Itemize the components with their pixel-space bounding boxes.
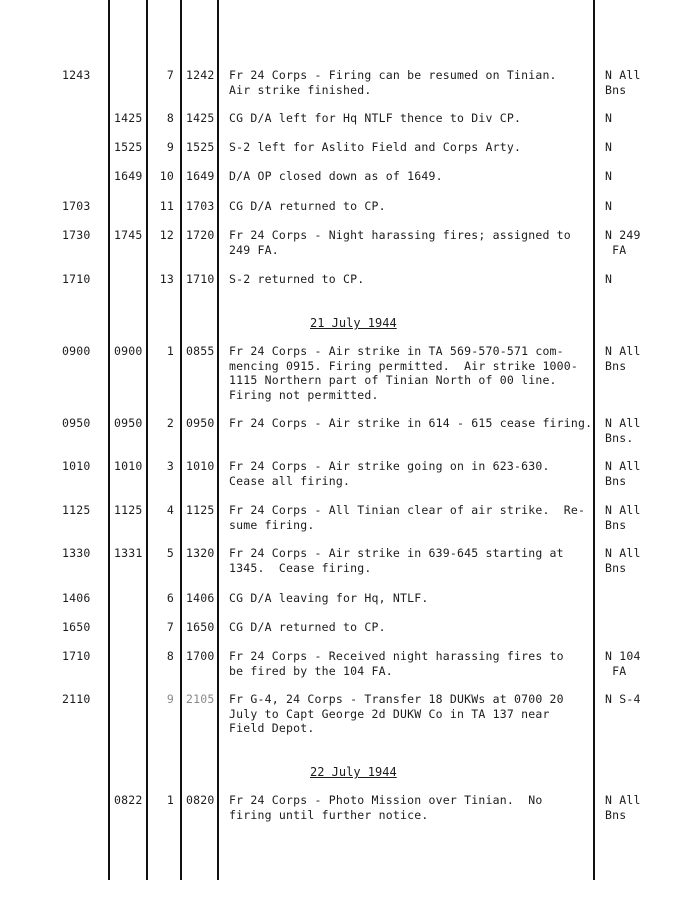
distribution: N: [605, 169, 613, 183]
entry-number: 1: [166, 793, 174, 807]
distribution: N S-4: [605, 692, 641, 706]
message-text: S-2 left for Aslito Field and Corps Arty.: [229, 140, 522, 154]
message-text: CG D/A left for Hq NTLF thence to Div CP.: [229, 111, 522, 125]
time-in: 1650: [62, 620, 91, 634]
time-out: 1649: [114, 169, 143, 183]
time-out: 1125: [114, 503, 143, 517]
entry-number: 12: [159, 228, 174, 242]
time-out: 1425: [114, 111, 143, 125]
time-in: 1710: [62, 272, 91, 286]
distribution: N All Bns: [605, 459, 641, 488]
entry-number: 13: [159, 272, 174, 286]
time-in: 1010: [62, 459, 91, 473]
time-in: 1703: [62, 199, 91, 213]
entry-number: 8: [166, 111, 174, 125]
message-text: Fr 24 Corps - Air strike going on in 623-630. Cease all firing.: [229, 459, 550, 488]
time-message: 1242: [186, 68, 215, 82]
message-text: Fr 24 Corps - Night harassing fires; assigned to 249 FA.: [229, 228, 571, 257]
entry-number: 7: [166, 620, 174, 634]
message-text: Fr 24 Corps - All Tinian clear of air strike. Re- sume firing.: [229, 503, 586, 532]
time-message: 0820: [186, 793, 215, 807]
time-out: 0950: [114, 416, 143, 430]
entry-number: 2: [166, 416, 174, 430]
entry-number: 6: [166, 591, 174, 605]
distribution: N: [605, 272, 613, 286]
distribution: N 249 FA: [605, 228, 641, 257]
message-text: CG D/A leaving for Hq, NTLF.: [229, 591, 429, 605]
time-message: 1710: [186, 272, 215, 286]
message-text: Fr 24 Corps - Air strike in TA 569-570-571 com- mencing 0915. Firing permitted. Air strike 1000- 1115 Northern part of Tinian North of 00 line. Firing not permitted.: [229, 344, 579, 402]
message-text: D/A OP closed down as of 1649.: [229, 169, 443, 183]
time-message: 1720: [186, 228, 215, 242]
time-in: 0900: [62, 344, 91, 358]
message-text: S-2 returned to CP.: [229, 272, 365, 286]
entry-number: 3: [166, 459, 174, 473]
time-out: 1331: [114, 546, 143, 560]
distribution: N All Bns: [605, 344, 641, 373]
time-in: 1730: [62, 228, 91, 242]
entry-number: 11: [159, 199, 174, 213]
column-rule-3: [180, 0, 182, 880]
message-text: CG D/A returned to CP.: [229, 620, 386, 634]
time-message: 1406: [186, 591, 215, 605]
time-message: 2105: [186, 692, 215, 706]
time-in: 1710: [62, 649, 91, 663]
time-message: 1125: [186, 503, 215, 517]
time-in: 1125: [62, 503, 91, 517]
column-rule-4: [217, 0, 219, 880]
distribution: N All Bns: [605, 503, 641, 532]
message-text: Fr 24 Corps - Air strike in 639-645 starting at 1345. Cease firing.: [229, 546, 564, 575]
entry-number: 7: [166, 68, 174, 82]
entry-number: 8: [166, 649, 174, 663]
time-out: 0900: [114, 344, 143, 358]
date-heading: 21 July 1944: [310, 316, 397, 330]
column-rule-5: [593, 0, 595, 880]
time-message: 0950: [186, 416, 215, 430]
message-text: Fr 24 Corps - Air strike in 614 - 615 cease firing.: [229, 416, 593, 430]
time-out: 1010: [114, 459, 143, 473]
entry-number: 4: [166, 503, 174, 517]
distribution: N: [605, 111, 613, 125]
entry-number: 9: [166, 692, 174, 706]
time-out: 1745: [114, 228, 143, 242]
entry-number: 10: [159, 169, 174, 183]
distribution: N All Bns.: [605, 416, 641, 445]
distribution: N All Bns: [605, 546, 641, 575]
time-message: 1650: [186, 620, 215, 634]
distribution: N 104 FA: [605, 649, 641, 678]
time-out: 0822: [114, 793, 143, 807]
distribution: N All Bns: [605, 793, 641, 822]
time-message: 1320: [186, 546, 215, 560]
column-rule-2: [146, 0, 148, 880]
time-in: 1330: [62, 546, 91, 560]
entry-number: 9: [166, 140, 174, 154]
time-message: 1700: [186, 649, 215, 663]
time-message: 1649: [186, 169, 215, 183]
time-in: 0950: [62, 416, 91, 430]
time-message: 1425: [186, 111, 215, 125]
message-text: Fr G-4, 24 Corps - Transfer 18 DUKWs at 0700 20 July to Capt George 2d DUKW Co in TA 137 near Field Depot.: [229, 692, 564, 735]
time-in: 1406: [62, 591, 91, 605]
date-heading: 22 July 1944: [310, 765, 397, 779]
time-out: 1525: [114, 140, 143, 154]
message-text: CG D/A returned to CP.: [229, 199, 386, 213]
time-message: 0855: [186, 344, 215, 358]
entry-number: 1: [166, 344, 174, 358]
distribution: N All Bns: [605, 68, 641, 97]
message-text: Fr 24 Corps - Firing can be resumed on Tinian. Air strike finished.: [229, 68, 557, 97]
time-message: 1703: [186, 199, 215, 213]
entry-number: 5: [166, 546, 174, 560]
time-in: 2110: [62, 692, 91, 706]
time-message: 1010: [186, 459, 215, 473]
distribution: N: [605, 140, 613, 154]
distribution: N: [605, 199, 613, 213]
column-rule-1: [108, 0, 110, 880]
message-text: Fr 24 Corps - Received night harassing fires to be fired by the 104 FA.: [229, 649, 564, 678]
time-message: 1525: [186, 140, 215, 154]
message-text: Fr 24 Corps - Photo Mission over Tinian. No firing until further notice.: [229, 793, 543, 822]
time-in: 1243: [62, 68, 91, 82]
